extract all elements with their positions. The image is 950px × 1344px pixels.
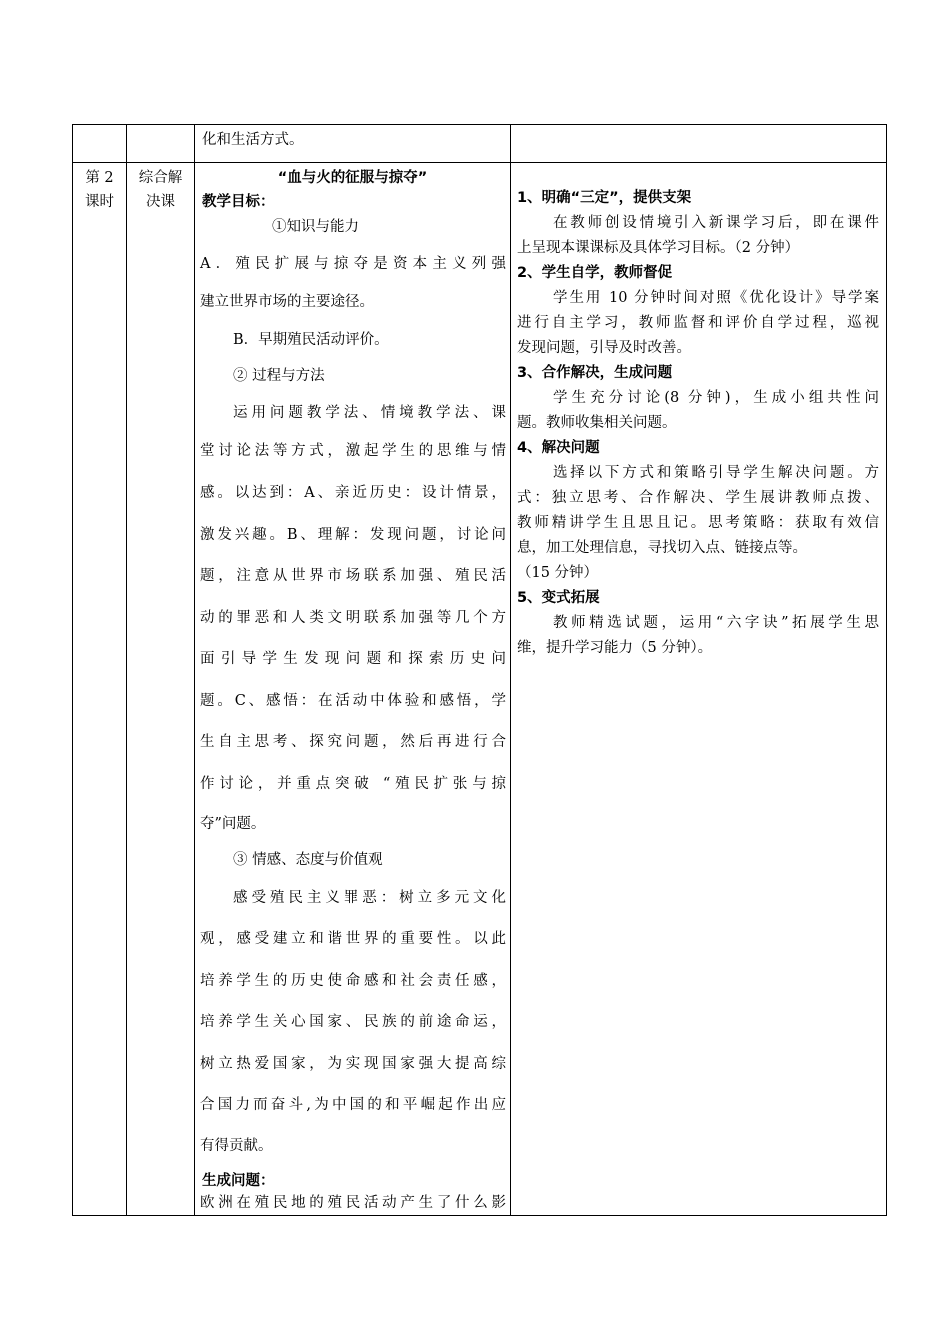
lesson-title: “血与火的征服与掠夺” xyxy=(277,170,428,186)
steps-column xyxy=(517,186,879,661)
step-line: 发现问题，引导及时改善。 xyxy=(517,340,691,356)
process-line-5: 题，注意从世界市场联系加强、殖民活 xyxy=(200,568,506,584)
step-line: 上呈现本课课标及具体学习目标。（2 分钟） xyxy=(517,240,800,256)
lesson-type-line-2: 决课 xyxy=(146,194,175,210)
table-border-right xyxy=(886,124,887,1216)
process-line-7: 面 引 导 学 生 发 现 问 题 和 探 索 历 史 问 xyxy=(200,651,506,667)
table-col-divider-1 xyxy=(126,124,127,1216)
top-row-text: 化和生活方式。 xyxy=(202,132,304,148)
step-line: 题。教师收集相关问题。 xyxy=(517,415,677,431)
lesson-type-line-1: 综合解 xyxy=(138,170,183,186)
step-line: 学生充分讨论(8 分钟)，生成小组共性问 xyxy=(553,390,879,406)
values-line-5: 树立热爱国家，为实现国家强大提高综 xyxy=(200,1056,506,1072)
step-line: 选择以下方式和策略引导学生解决问题。方 xyxy=(553,465,879,481)
step-line: （15 分钟） xyxy=(517,565,599,581)
step-line: 学生用 10 分钟时间对照《优化设计》导学案 xyxy=(553,290,879,306)
questions-heading: 生成问题： xyxy=(202,1173,275,1189)
step-line: 教师精选试题，运用“六字诀”拓展学生思 xyxy=(553,615,879,631)
step-4 xyxy=(517,436,879,586)
step-heading: 4、解决问题 xyxy=(517,440,600,456)
process-line-6: 动的罪恶和人类文明联系加强等几个方 xyxy=(200,610,506,626)
process-heading: ② 过程与方法 xyxy=(233,368,325,384)
process-line-8: 题。C、感悟：在活动中体验和感悟，学 xyxy=(200,693,506,709)
process-line-9: 生自主思考、探究问题，然后再进行合 xyxy=(200,734,506,750)
values-line-1: 感受殖民主义罪恶：树立多元文化 xyxy=(233,890,506,906)
point-a-line-1: A．殖民扩展与掠夺是资本主义列强 xyxy=(200,256,506,272)
step-heading: 1、明确“三定”，提供支架 xyxy=(517,190,692,206)
step-heading: 3、合作解决，生成问题 xyxy=(517,365,673,381)
knowledge-heading: ①知识与能力 xyxy=(272,219,359,235)
point-b: B．早期殖民活动评价。 xyxy=(233,332,389,348)
step-1 xyxy=(517,186,879,261)
step-line: 在教师创设情境引入新课学习后，即在课件 xyxy=(553,215,879,231)
process-line-3: 感。以达到：A、亲近历史：设计情景， xyxy=(200,485,506,501)
questions-line: 欧洲在殖民地的殖民活动产生了什么影 xyxy=(200,1195,506,1211)
values-line-4: 培养学生关心国家、民族的前途命运， xyxy=(200,1014,506,1030)
process-line-4: 激发兴趣。B、理解：发现问题，讨论问 xyxy=(200,527,506,543)
objectives-heading: 教学目标： xyxy=(202,194,275,210)
process-line-11: 夺”问题。 xyxy=(200,816,266,832)
step-line: 式：独立思考、合作解决、学生展讲教师点拨、 xyxy=(517,490,879,506)
values-line-7: 有得贡献。 xyxy=(200,1138,273,1154)
values-line-6: 合国力而奋斗,为中国的和平崛起作出应 xyxy=(200,1097,506,1113)
step-heading: 5、变式拓展 xyxy=(517,590,600,606)
step-3 xyxy=(517,361,879,436)
table-col-divider-3 xyxy=(510,124,511,1216)
table-col-divider-2 xyxy=(194,124,195,1216)
lesson-number-line-2: 课时 xyxy=(85,194,114,210)
values-line-3: 培养学生的历史使命感和社会责任感， xyxy=(200,973,506,989)
step-line: 息，加工处理信息，寻找切入点、链接点等。 xyxy=(517,540,807,556)
point-a-line-2: 建立世界市场的主要途径。 xyxy=(200,294,374,310)
process-line-1: 运用问题教学法、情境教学法、课 xyxy=(233,405,506,421)
lesson-number-line-1: 第 2 xyxy=(85,170,114,186)
step-5 xyxy=(517,586,879,661)
process-line-2: 堂讨论法等方式，激起学生的思维与情 xyxy=(200,443,506,459)
step-line: 进行自主学习，教师监督和评价自学过程，巡视 xyxy=(517,315,879,331)
step-line: 维，提升学习能力（5 分钟）。 xyxy=(517,640,713,656)
step-2 xyxy=(517,261,879,361)
process-line-10: 作讨论，并重点突破 “殖民扩张与掠 xyxy=(200,776,506,792)
table-border-left xyxy=(72,124,73,1216)
values-heading: ③ 情感、态度与价值观 xyxy=(233,852,383,868)
step-heading: 2、学生自学，教师督促 xyxy=(517,265,673,281)
values-line-2: 观，感受建立和谐世界的重要性。以此 xyxy=(200,931,506,947)
step-line: 教师精讲学生且思且记。思考策略：获取有效信 xyxy=(517,515,879,531)
